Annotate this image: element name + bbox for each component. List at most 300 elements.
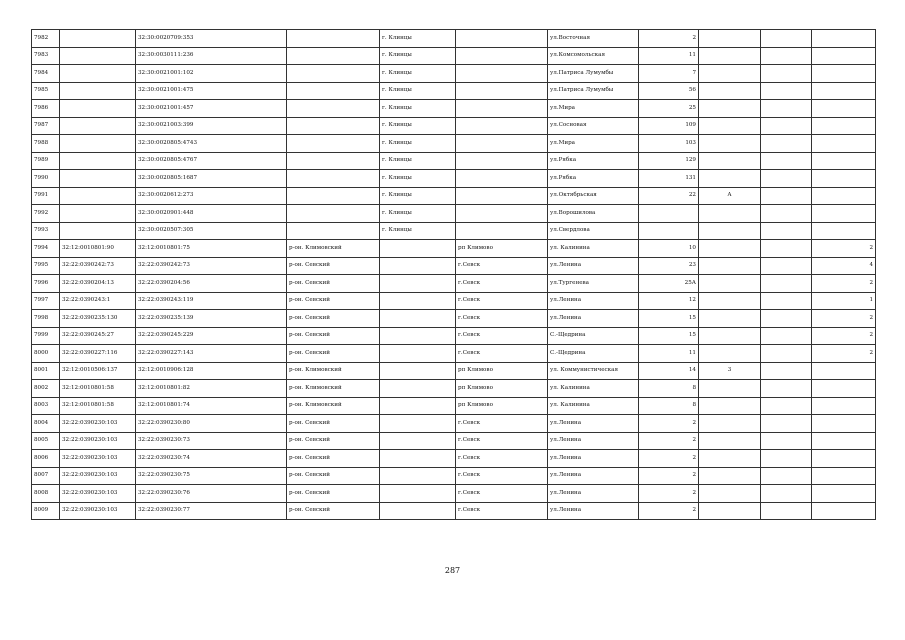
settlement-cell: г.Севск [456, 275, 548, 293]
house-number-cell: 22 [639, 187, 699, 205]
row-number: 7985 [32, 82, 60, 100]
city-cell [380, 485, 456, 503]
settlement-cell: г.Севск [456, 292, 548, 310]
house-number-cell: 2 [639, 415, 699, 433]
land-cadastral-number [60, 47, 136, 65]
table-row [32, 327, 876, 345]
building-cadastral-number: 32:30:0030111:236 [136, 47, 287, 65]
building-letter-cell [699, 327, 761, 345]
count-cell [812, 65, 876, 83]
page-number: 287 [444, 566, 461, 575]
district-cell [287, 205, 380, 223]
building-cadastral-number: 32:22:0390243:119 [136, 292, 287, 310]
row-number: 8002 [32, 380, 60, 398]
building-letter-cell [699, 310, 761, 328]
settlement-cell: г.Севск [456, 432, 548, 450]
building-cadastral-number: 32:22:0390230:75 [136, 467, 287, 485]
settlement-cell [456, 170, 548, 188]
extra-cell [761, 485, 812, 503]
table-row [32, 292, 876, 310]
building-letter-cell [699, 257, 761, 275]
street-cell: ул.Рябка [548, 170, 639, 188]
street-cell: ул.Сосновая [548, 117, 639, 135]
street-cell: ул.Ленина [548, 432, 639, 450]
land-cadastral-number [60, 205, 136, 223]
count-cell [812, 222, 876, 240]
building-cadastral-number: 32:22:0390242:73 [136, 257, 287, 275]
table-row [32, 30, 876, 48]
extra-cell [761, 30, 812, 48]
district-cell: р-он. Климовский [287, 397, 380, 415]
extra-cell [761, 65, 812, 83]
table-row [32, 82, 876, 100]
table-row [32, 450, 876, 468]
row-number: 7984 [32, 65, 60, 83]
building-cadastral-number: 32:30:0020507:305 [136, 222, 287, 240]
extra-cell [761, 502, 812, 520]
land-cadastral-number: 32:22:0390230:103 [60, 432, 136, 450]
extra-cell [761, 152, 812, 170]
street-cell: ул.Комсомольская [548, 47, 639, 65]
table-row [32, 502, 876, 520]
house-number-cell: 56 [639, 82, 699, 100]
house-number-cell: 109 [639, 117, 699, 135]
settlement-cell: г.Севск [456, 467, 548, 485]
house-number-cell: 129 [639, 152, 699, 170]
row-number: 8006 [32, 450, 60, 468]
district-cell: р-он. Климовский [287, 362, 380, 380]
building-cadastral-number: 32:12:0010801:82 [136, 380, 287, 398]
building-letter-cell [699, 100, 761, 118]
city-cell: г. Клинцы [380, 117, 456, 135]
count-cell [812, 205, 876, 223]
count-cell [812, 467, 876, 485]
register-table [31, 29, 876, 520]
extra-cell [761, 275, 812, 293]
building-cadastral-number: 32:30:0020709:353 [136, 30, 287, 48]
extra-cell [761, 467, 812, 485]
extra-cell [761, 380, 812, 398]
building-letter-cell [699, 47, 761, 65]
house-number-cell: 10 [639, 240, 699, 258]
city-cell: г. Клинцы [380, 82, 456, 100]
count-cell: 4 [812, 257, 876, 275]
count-cell: 2 [812, 275, 876, 293]
count-cell: 2 [812, 345, 876, 363]
building-cadastral-number: 32:22:0390230:80 [136, 415, 287, 433]
extra-cell [761, 100, 812, 118]
count-cell [812, 362, 876, 380]
row-number: 7999 [32, 327, 60, 345]
extra-cell [761, 82, 812, 100]
row-number: 7996 [32, 275, 60, 293]
city-cell: г. Клинцы [380, 222, 456, 240]
settlement-cell: рп Климово [456, 240, 548, 258]
row-number: 8008 [32, 485, 60, 503]
extra-cell [761, 257, 812, 275]
count-cell [812, 380, 876, 398]
count-cell: 2 [812, 310, 876, 328]
row-number: 8009 [32, 502, 60, 520]
extra-cell [761, 205, 812, 223]
settlement-cell [456, 152, 548, 170]
city-cell [380, 380, 456, 398]
building-cadastral-number: 32:12:0010801:74 [136, 397, 287, 415]
count-cell [812, 397, 876, 415]
count-cell [812, 485, 876, 503]
street-cell: ул.Мира [548, 100, 639, 118]
land-cadastral-number: 32:12:0010801:58 [60, 380, 136, 398]
count-cell [812, 502, 876, 520]
table-row [32, 397, 876, 415]
row-number: 8003 [32, 397, 60, 415]
district-cell: р-он. Севский [287, 415, 380, 433]
building-cadastral-number: 32:12:0010801:75 [136, 240, 287, 258]
table-row [32, 187, 876, 205]
settlement-cell: г.Севск [456, 257, 548, 275]
street-cell: ул.Ленина [548, 467, 639, 485]
settlement-cell [456, 135, 548, 153]
extra-cell [761, 170, 812, 188]
district-cell: р-он. Севский [287, 292, 380, 310]
table-row [32, 362, 876, 380]
extra-cell [761, 415, 812, 433]
land-cadastral-number: 32:22:0390242:73 [60, 257, 136, 275]
city-cell: г. Клинцы [380, 65, 456, 83]
settlement-cell [456, 117, 548, 135]
city-cell [380, 310, 456, 328]
building-cadastral-number: 32:30:0020612:273 [136, 187, 287, 205]
row-number: 7998 [32, 310, 60, 328]
street-cell: С.-Щедрина [548, 327, 639, 345]
land-cadastral-number [60, 30, 136, 48]
row-number: 8004 [32, 415, 60, 433]
street-cell: ул.Свердлова [548, 222, 639, 240]
city-cell [380, 345, 456, 363]
district-cell [287, 187, 380, 205]
extra-cell [761, 432, 812, 450]
house-number-cell: 14 [639, 362, 699, 380]
district-cell: р-он. Севский [287, 450, 380, 468]
row-number: 7982 [32, 30, 60, 48]
table-row [32, 467, 876, 485]
land-cadastral-number [60, 170, 136, 188]
table-row [32, 257, 876, 275]
district-cell: р-он. Севский [287, 257, 380, 275]
city-cell [380, 240, 456, 258]
count-cell [812, 415, 876, 433]
row-number: 7989 [32, 152, 60, 170]
building-cadastral-number: 32:30:0021001:475 [136, 82, 287, 100]
extra-cell [761, 362, 812, 380]
street-cell: ул.Ленина [548, 257, 639, 275]
city-cell: г. Клинцы [380, 100, 456, 118]
city-cell [380, 415, 456, 433]
building-cadastral-number: 32:22:0390245:229 [136, 327, 287, 345]
building-cadastral-number: 32:22:0390230:76 [136, 485, 287, 503]
street-cell: ул.Ленина [548, 310, 639, 328]
count-cell [812, 100, 876, 118]
extra-cell [761, 397, 812, 415]
district-cell [287, 135, 380, 153]
count-cell: 2 [812, 327, 876, 345]
building-letter-cell [699, 450, 761, 468]
land-cadastral-number: 32:22:0390204:13 [60, 275, 136, 293]
city-cell [380, 275, 456, 293]
district-cell: р-он. Севский [287, 327, 380, 345]
city-cell [380, 257, 456, 275]
row-number: 7992 [32, 205, 60, 223]
house-number-cell: 7 [639, 65, 699, 83]
building-letter-cell [699, 135, 761, 153]
table-row [32, 310, 876, 328]
building-letter-cell [699, 170, 761, 188]
street-cell: ул.Ленина [548, 502, 639, 520]
table-row [32, 432, 876, 450]
building-cadastral-number: 32:12:0010906:128 [136, 362, 287, 380]
row-number: 8005 [32, 432, 60, 450]
street-cell: ул.Патриса Лумумбы [548, 65, 639, 83]
settlement-cell [456, 47, 548, 65]
building-letter-cell [699, 30, 761, 48]
extra-cell [761, 292, 812, 310]
building-letter-cell [699, 152, 761, 170]
settlement-cell [456, 30, 548, 48]
building-letter-cell: 3 [699, 362, 761, 380]
building-letter-cell [699, 345, 761, 363]
land-cadastral-number [60, 222, 136, 240]
count-cell: 2 [812, 240, 876, 258]
table-body [32, 30, 876, 520]
building-cadastral-number: 32:30:0021001:102 [136, 65, 287, 83]
house-number-cell: 8 [639, 380, 699, 398]
city-cell [380, 450, 456, 468]
city-cell: г. Клинцы [380, 30, 456, 48]
district-cell: р-он. Севский [287, 485, 380, 503]
building-letter-cell [699, 432, 761, 450]
district-cell [287, 82, 380, 100]
land-cadastral-number [60, 100, 136, 118]
street-cell: ул.Тургенева [548, 275, 639, 293]
house-number-cell: 23 [639, 257, 699, 275]
land-cadastral-number: 32:22:0390243:1 [60, 292, 136, 310]
city-cell [380, 432, 456, 450]
row-number: 7995 [32, 257, 60, 275]
row-number: 7986 [32, 100, 60, 118]
city-cell [380, 327, 456, 345]
building-letter-cell: А [699, 187, 761, 205]
land-cadastral-number: 32:22:0390230:103 [60, 450, 136, 468]
row-number: 7990 [32, 170, 60, 188]
table-row [32, 275, 876, 293]
land-cadastral-number [60, 65, 136, 83]
row-number: 8000 [32, 345, 60, 363]
street-cell: ул. Коммунистическая [548, 362, 639, 380]
building-cadastral-number: 32:30:0020901:448 [136, 205, 287, 223]
street-cell: ул.Рябка [548, 152, 639, 170]
table-row [32, 100, 876, 118]
extra-cell [761, 240, 812, 258]
house-number-cell: 131 [639, 170, 699, 188]
building-letter-cell [699, 485, 761, 503]
city-cell: г. Клинцы [380, 187, 456, 205]
row-number: 7993 [32, 222, 60, 240]
land-cadastral-number: 32:22:0390230:103 [60, 467, 136, 485]
city-cell [380, 292, 456, 310]
building-cadastral-number: 32:22:0390230:77 [136, 502, 287, 520]
settlement-cell [456, 100, 548, 118]
row-number: 7991 [32, 187, 60, 205]
land-cadastral-number: 32:22:0390245:27 [60, 327, 136, 345]
building-letter-cell [699, 292, 761, 310]
building-letter-cell [699, 397, 761, 415]
count-cell [812, 82, 876, 100]
district-cell [287, 47, 380, 65]
district-cell: р-он. Севский [287, 467, 380, 485]
settlement-cell [456, 82, 548, 100]
city-cell [380, 362, 456, 380]
settlement-cell: г.Севск [456, 415, 548, 433]
house-number-cell: 11 [639, 345, 699, 363]
street-cell: ул. Калинина [548, 380, 639, 398]
land-cadastral-number: 32:22:0390230:103 [60, 502, 136, 520]
district-cell: р-он. Севский [287, 275, 380, 293]
building-letter-cell [699, 222, 761, 240]
count-cell [812, 30, 876, 48]
building-letter-cell [699, 415, 761, 433]
row-number: 7994 [32, 240, 60, 258]
city-cell: г. Клинцы [380, 47, 456, 65]
house-number-cell: 25А [639, 275, 699, 293]
extra-cell [761, 222, 812, 240]
city-cell [380, 502, 456, 520]
building-letter-cell [699, 467, 761, 485]
building-letter-cell [699, 65, 761, 83]
house-number-cell: 2 [639, 485, 699, 503]
building-cadastral-number: 32:30:0020805:4767 [136, 152, 287, 170]
count-cell [812, 47, 876, 65]
settlement-cell: г.Севск [456, 310, 548, 328]
settlement-cell: г.Севск [456, 345, 548, 363]
land-cadastral-number [60, 187, 136, 205]
street-cell: ул.Октябрьская [548, 187, 639, 205]
extra-cell [761, 310, 812, 328]
building-cadastral-number: 32:22:0390227:143 [136, 345, 287, 363]
settlement-cell: рп Климово [456, 380, 548, 398]
city-cell: г. Клинцы [380, 152, 456, 170]
house-number-cell: 2 [639, 450, 699, 468]
city-cell [380, 397, 456, 415]
settlement-cell [456, 65, 548, 83]
street-cell: ул.Ленина [548, 292, 639, 310]
land-cadastral-number [60, 82, 136, 100]
row-number: 8007 [32, 467, 60, 485]
settlement-cell [456, 205, 548, 223]
house-number-cell: 2 [639, 467, 699, 485]
city-cell: г. Клинцы [380, 170, 456, 188]
land-cadastral-number: 32:22:0390227:116 [60, 345, 136, 363]
house-number-cell: 103 [639, 135, 699, 153]
table-row [32, 415, 876, 433]
district-cell: р-он. Севский [287, 310, 380, 328]
land-cadastral-number: 32:22:0390235:130 [60, 310, 136, 328]
table-row [32, 222, 876, 240]
settlement-cell: г.Севск [456, 485, 548, 503]
district-cell [287, 65, 380, 83]
building-cadastral-number: 32:30:0020805:1687 [136, 170, 287, 188]
table-row [32, 345, 876, 363]
building-letter-cell [699, 240, 761, 258]
building-letter-cell [699, 502, 761, 520]
table-row [32, 152, 876, 170]
count-cell [812, 432, 876, 450]
row-number: 7997 [32, 292, 60, 310]
land-cadastral-number [60, 135, 136, 153]
row-number: 8001 [32, 362, 60, 380]
house-number-cell: 15 [639, 310, 699, 328]
city-cell: г. Клинцы [380, 135, 456, 153]
table-row [32, 205, 876, 223]
table-row [32, 135, 876, 153]
building-letter-cell [699, 205, 761, 223]
house-number-cell: 11 [639, 47, 699, 65]
table-row [32, 170, 876, 188]
district-cell: р-он. Севский [287, 432, 380, 450]
building-cadastral-number: 32:30:0021001:457 [136, 100, 287, 118]
table-row [32, 47, 876, 65]
settlement-cell: рп Климово [456, 397, 548, 415]
building-cadastral-number: 32:22:0390235:139 [136, 310, 287, 328]
district-cell [287, 30, 380, 48]
building-cadastral-number: 32:30:0021003:399 [136, 117, 287, 135]
count-cell: 1 [812, 292, 876, 310]
settlement-cell [456, 187, 548, 205]
street-cell: ул.Ленина [548, 485, 639, 503]
street-cell: ул.Мира [548, 135, 639, 153]
house-number-cell: 15 [639, 327, 699, 345]
street-cell: С.-Щедрина [548, 345, 639, 363]
house-number-cell: 2 [639, 30, 699, 48]
house-number-cell [639, 205, 699, 223]
building-cadastral-number: 32:22:0390204:56 [136, 275, 287, 293]
street-cell: ул.Ленина [548, 450, 639, 468]
land-cadastral-number: 32:12:0010506:137 [60, 362, 136, 380]
extra-cell [761, 450, 812, 468]
street-cell: ул. Калинина [548, 240, 639, 258]
district-cell [287, 222, 380, 240]
land-cadastral-number [60, 152, 136, 170]
count-cell [812, 152, 876, 170]
house-number-cell: 2 [639, 502, 699, 520]
house-number-cell: 2 [639, 432, 699, 450]
row-number: 7987 [32, 117, 60, 135]
extra-cell [761, 327, 812, 345]
land-cadastral-number: 32:22:0390230:103 [60, 415, 136, 433]
district-cell: р-он. Севский [287, 345, 380, 363]
settlement-cell: г.Севск [456, 502, 548, 520]
extra-cell [761, 135, 812, 153]
land-cadastral-number [60, 117, 136, 135]
building-letter-cell [699, 380, 761, 398]
street-cell: ул.Ленина [548, 415, 639, 433]
building-cadastral-number: 32:30:0020805:4743 [136, 135, 287, 153]
table-row [32, 65, 876, 83]
house-number-cell: 12 [639, 292, 699, 310]
count-cell [812, 187, 876, 205]
count-cell [812, 450, 876, 468]
district-cell [287, 100, 380, 118]
city-cell [380, 467, 456, 485]
